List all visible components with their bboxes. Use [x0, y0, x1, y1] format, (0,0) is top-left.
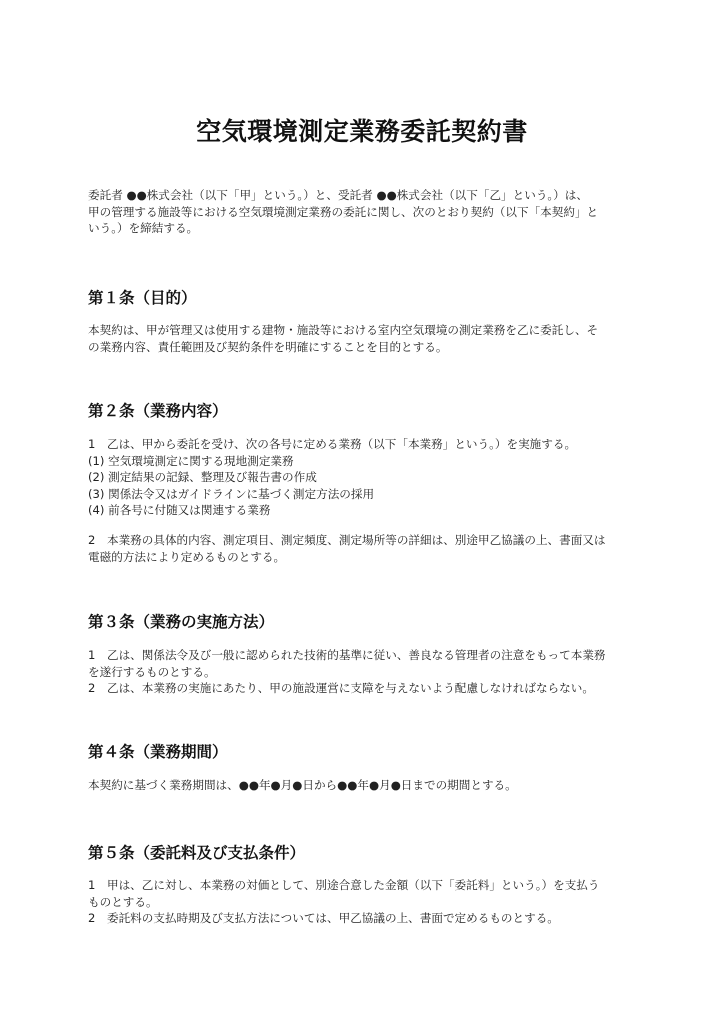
document-title: 空気環境測定業務委託契約書	[196, 117, 528, 146]
article-line: 2 乙は、本業務の実施にあたり、甲の施設運営に支障を与えないよう配慮しなければならない。	[88, 681, 594, 695]
list-item: (3) 関係法令又はガイドラインに基づく測定方法の採用	[88, 486, 375, 501]
article-4-body	[88, 777, 640, 794]
article-line: 2 本業務の具体的内容、測定項目、測定頻度、測定場所等の詳細は、別途甲乙協議の上、書面又は	[88, 533, 606, 547]
preamble-line: いう。）を締結する。	[88, 221, 199, 235]
preamble-line: 委託者 ●●株式会社（以下「甲」という。）と、受託者 ●●株式会社（以下「乙」という。）は、	[88, 188, 588, 202]
article-2-heading: 第２条（業務内容）	[88, 402, 228, 420]
article-1-body	[88, 322, 640, 355]
list-item: (2) 測定結果の記録、整理及び報告書の作成	[88, 470, 317, 484]
list-item: (4) 前各号に付随又は関連する業務	[88, 503, 271, 517]
article-line: 1 乙は、関係法令及び一般に認められた技術的基準に従い、善良なる管理者の注意をもって本業務	[88, 648, 606, 662]
article-line: ものとする。	[88, 894, 158, 909]
article-line: 本契約に基づく業務期間は、●●年●月●日から●●年●月●日までの期間とする。	[88, 778, 517, 792]
article-2-body-para-2	[88, 532, 640, 565]
article-line: 1 乙は、甲から委託を受け、次の各号に定める業務（以下「本業務」という。）を実施する。	[88, 437, 577, 451]
article-line: を遂行するものとする。	[88, 664, 216, 679]
preamble-line: 甲の管理する施設等における空気環境測定業務の委託に関し、次のとおり契約（以下「本契約」と	[88, 204, 599, 219]
article-line: の業務内容、責任範囲及び契約条件を明確にすることを目的とする。	[88, 339, 448, 354]
article-3-heading: 第３条（業務の実施方法）	[88, 613, 275, 631]
list-item: (1) 空気環境測定に関する現地測定業務	[88, 453, 294, 468]
article-line: 2 委託料の支払時期及び支払方法については、甲乙協議の上、書面で定めるものとする。	[88, 911, 559, 925]
article-2-body	[88, 436, 640, 519]
preamble	[88, 187, 640, 237]
article-line: 本契約は、甲が管理又は使用する建物・施設等における室内空気環境の測定業務を乙に委託し、そ	[88, 323, 599, 337]
article-5-body	[88, 877, 640, 927]
article-3-body	[88, 647, 640, 697]
article-1-heading: 第１条（目的）	[88, 289, 197, 307]
article-line: 電磁的方法により定めるものとする。	[88, 549, 286, 564]
article-5-heading: 第５条（委託料及び支払条件）	[88, 844, 306, 862]
article-4-heading: 第４条（業務期間）	[88, 743, 228, 761]
article-line: 1 甲は、乙に対し、本業務の対価として、別途合意した金額（以下「委託料」という。）を支払う	[88, 878, 600, 892]
